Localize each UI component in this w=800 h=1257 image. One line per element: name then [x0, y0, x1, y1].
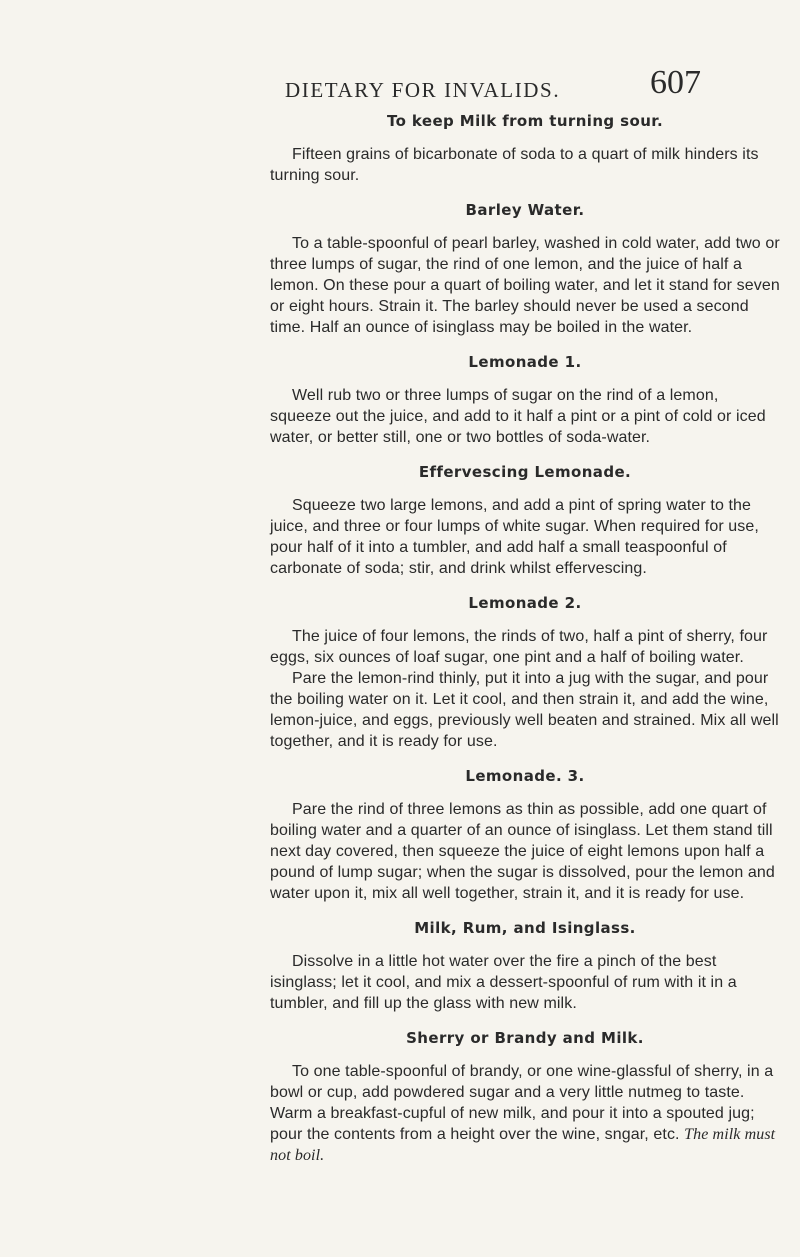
- recipe-heading: Barley Water.: [465, 201, 585, 219]
- recipe-paragraph: The juice of four lemons, the rinds of two, half a pint of sherry, four eggs, six ounces of loaf sugar, one pint and a half of boiling water.: [270, 628, 768, 666]
- recipe-paragraph: Fifteen grains of bicarbonate of soda to a quart of milk hinders its turning sour.: [270, 146, 759, 184]
- recipe-heading: Lemonade 2.: [468, 594, 582, 612]
- recipe-heading: Sherry or Brandy and Milk.: [406, 1029, 644, 1047]
- recipe-effervescing-lemonade: [270, 463, 780, 579]
- italic-note: The milk must not boil.: [270, 1126, 776, 1164]
- recipe-heading: Lemonade 1.: [468, 353, 582, 371]
- recipe-heading: Effervescing Lemonade.: [418, 463, 632, 481]
- running-head: [0, 64, 800, 104]
- recipe-lemonade-2: [270, 594, 780, 752]
- recipe-lemonade-3: [270, 767, 780, 904]
- recipe-barley-water: [270, 201, 780, 338]
- running-title: DIETARY FOR INVALIDS.: [285, 78, 561, 102]
- recipe-paragraph: Pare the lemon-rind thinly, put it into a jug with the sugar, and pour the boiling water on it. Let it cool, and then strain it, and add the wine, lemon-juice, and eggs, previously well beaten and strained. Mix all well together, and it is ready for use.: [270, 670, 779, 750]
- recipe-heading: To keep Milk from turning sour.: [386, 112, 664, 130]
- recipe-sherry-brandy-milk: [270, 1029, 780, 1166]
- recipe-heading: Milk, Rum, and Isinglass.: [414, 919, 636, 937]
- recipe-heading: Lemonade. 3.: [465, 767, 585, 785]
- page-content: [270, 112, 780, 1181]
- page-number: 607: [650, 64, 701, 101]
- recipe-paragraph: Well rub two or three lumps of sugar on the rind of a lemon, squeeze out the juice, and add to it half a pint or a pint of cold or iced water, or better still, one or two bottles of soda-water.: [270, 387, 766, 446]
- recipe-paragraph: Squeeze two large lemons, and add a pint of spring water to the juice, and three or four lumps of white sugar. When required for use, pour half of it into a tumbler, and add half a small teaspoonful of carbonate of soda; stir, and drink whilst effervescing.: [270, 497, 759, 577]
- recipe-paragraph: Pare the rind of three lemons as thin as possible, add one quart of boiling water and a quarter of an ounce of isinglass. Let them stand till next day covered, then squeeze the juice of eight lemons upon half a pound of lump sugar; when the sugar is dissolved, pour the lemon and water upon it, mix all well together, strain it, and it is ready for use.: [270, 801, 775, 902]
- recipe-paragraph: Dissolve in a little hot water over the fire a pinch of the best isinglass; let it cool, and mix a dessert-spoonful of rum with it in a tumbler, and fill up the glass with new milk.: [270, 953, 737, 1012]
- recipe-milk-rum-isinglass: [270, 919, 780, 1014]
- recipe-lemonade-1: [270, 353, 780, 448]
- recipe-paragraph: To one table-spoonful of brandy, or one wine-glassful of sherry, in a bowl or cup, add powdered sugar and a very little nutmeg to taste. Warm a breakfast-cupful of new milk, and pour it into a spouted jug; pour the contents from a height over the wine, sngar, etc. The milk must not boil.: [270, 1063, 776, 1164]
- recipe-paragraph: To a table-spoonful of pearl barley, washed in cold water, add two or three lumps of sugar, the rind of one lemon, and the juice of half a lemon. On these pour a quart of boiling water, and let it stand for seven or eight hours. Strain it. The barley should never be used a second time. Half an ounce of isinglass may be boiled in the water.: [270, 235, 780, 336]
- recipe-milk-sour: [270, 112, 780, 186]
